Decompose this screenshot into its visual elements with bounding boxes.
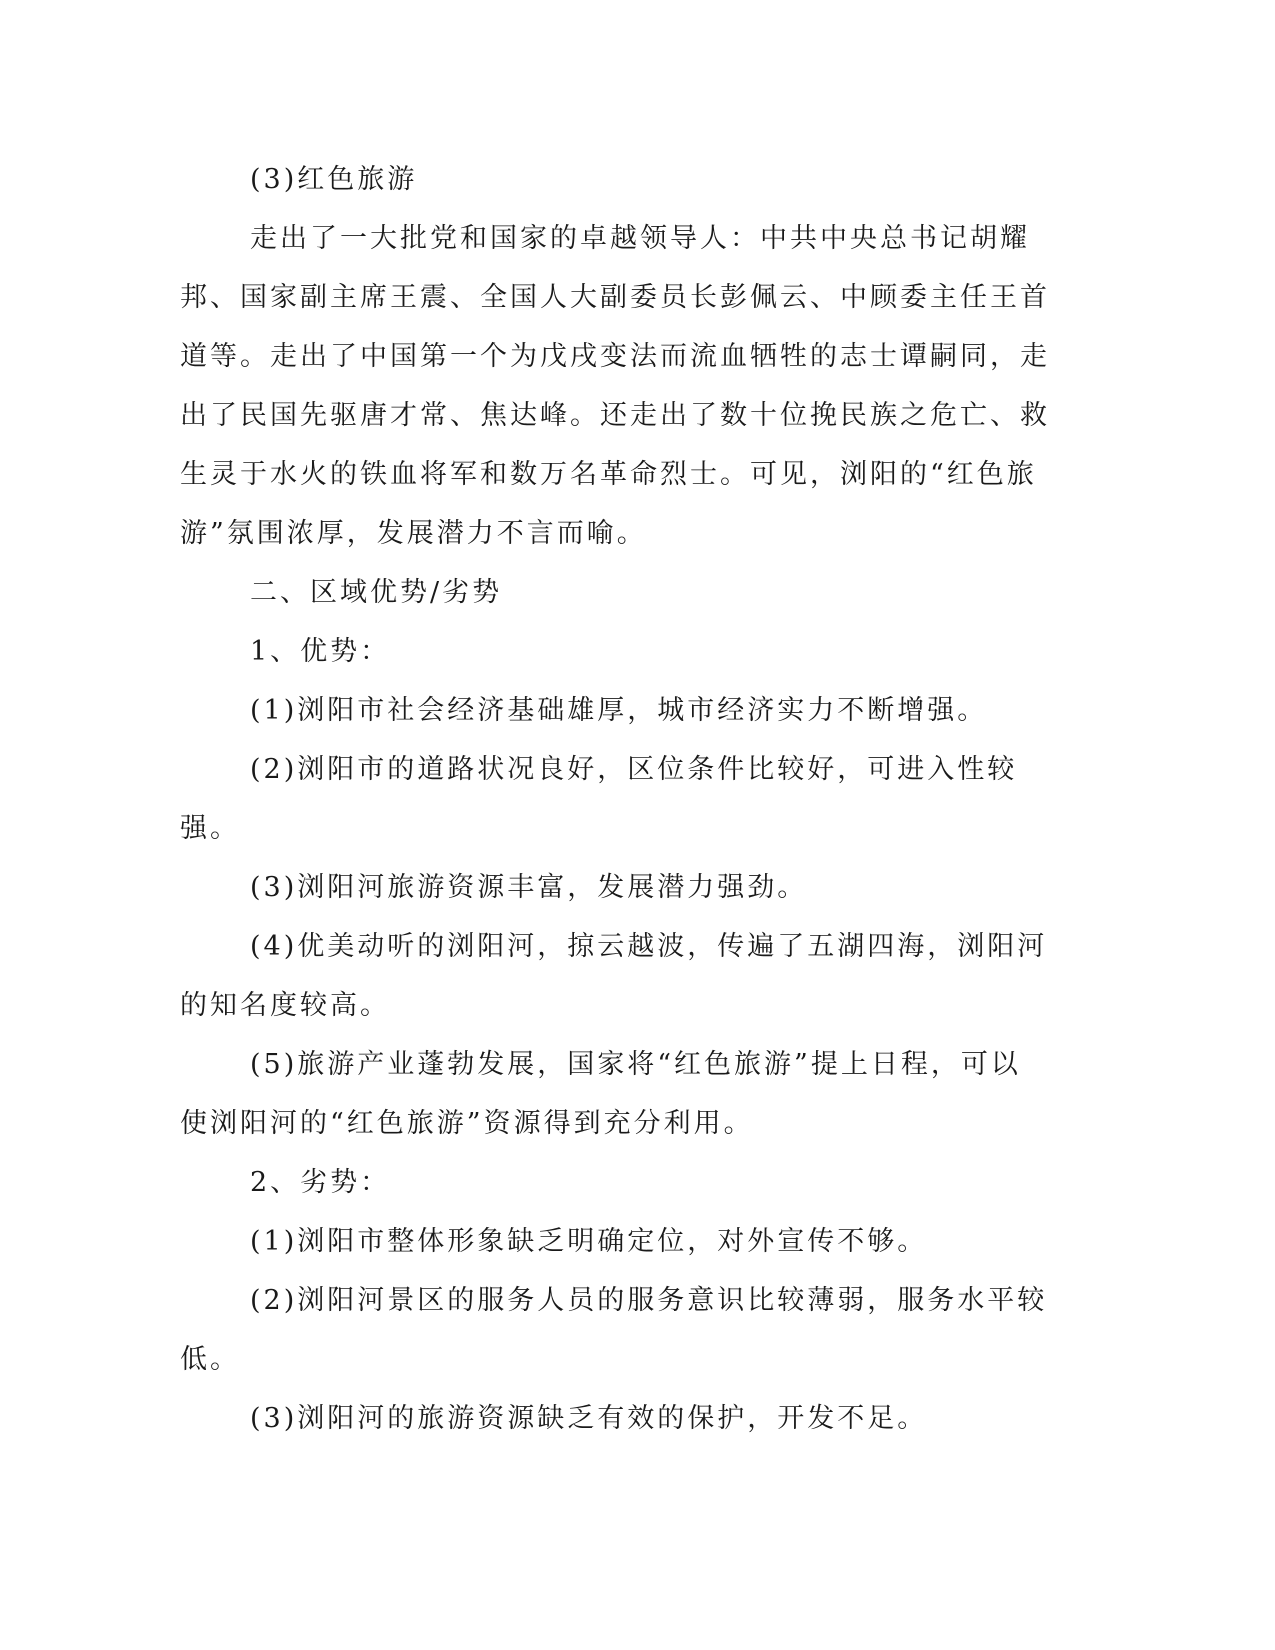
advantage-item-3: (3)浏阳河旅游资源丰富，发展潜力强劲。 bbox=[250, 872, 808, 903]
subheading-advantages: 1、优势： bbox=[250, 636, 391, 667]
subheading-disadvantages: 2、劣势： bbox=[250, 1167, 391, 1198]
paragraph-leaders: 走出了一大批党和国家的卓越领导人：中共中央总书记胡耀邦、国家副主席王震、全国人大副委员长彭佩云、中顾委主任王首道等。走出了中国第一个为戊戌变法而流血牺牲的志士谭嗣同，走出了民国先驱唐才常、焦达峰。还走出了数十位挽民族之危亡、救生灵于水火的铁血将军和数万名革命烈士。可见，浏阳的“红色旅游”氛围浓厚，发展潜力不言而喻。 bbox=[180, 223, 1050, 549]
advantage-item-2: (2)浏阳市的道路状况良好，区位条件比较好，可进入性较强。 bbox=[180, 754, 1018, 844]
section-heading-regional: 二、区域优势/劣势 bbox=[250, 577, 503, 608]
section-heading-red-tourism: (3)红色旅游 bbox=[250, 164, 418, 195]
advantage-item-4: (4)优美动听的浏阳河，掠云越波，传遍了五湖四海，浏阳河的知名度较高。 bbox=[180, 931, 1048, 1021]
document-body bbox=[180, 150, 1050, 1448]
disadvantage-item-2: (2)浏阳河景区的服务人员的服务意识比较薄弱，服务水平较低。 bbox=[180, 1285, 1048, 1375]
advantage-item-5: (5)旅游产业蓬勃发展，国家将“红色旅游”提上日程，可以使浏阳河的“红色旅游”资源得到充分利用。 bbox=[180, 1049, 1021, 1139]
advantage-item-1: (1)浏阳市社会经济基础雄厚，城市经济实力不断增强。 bbox=[250, 695, 988, 726]
disadvantage-item-3: (3)浏阳河的旅游资源缺乏有效的保护，开发不足。 bbox=[250, 1403, 928, 1434]
disadvantage-item-1: (1)浏阳市整体形象缺乏明确定位，对外宣传不够。 bbox=[250, 1226, 928, 1257]
